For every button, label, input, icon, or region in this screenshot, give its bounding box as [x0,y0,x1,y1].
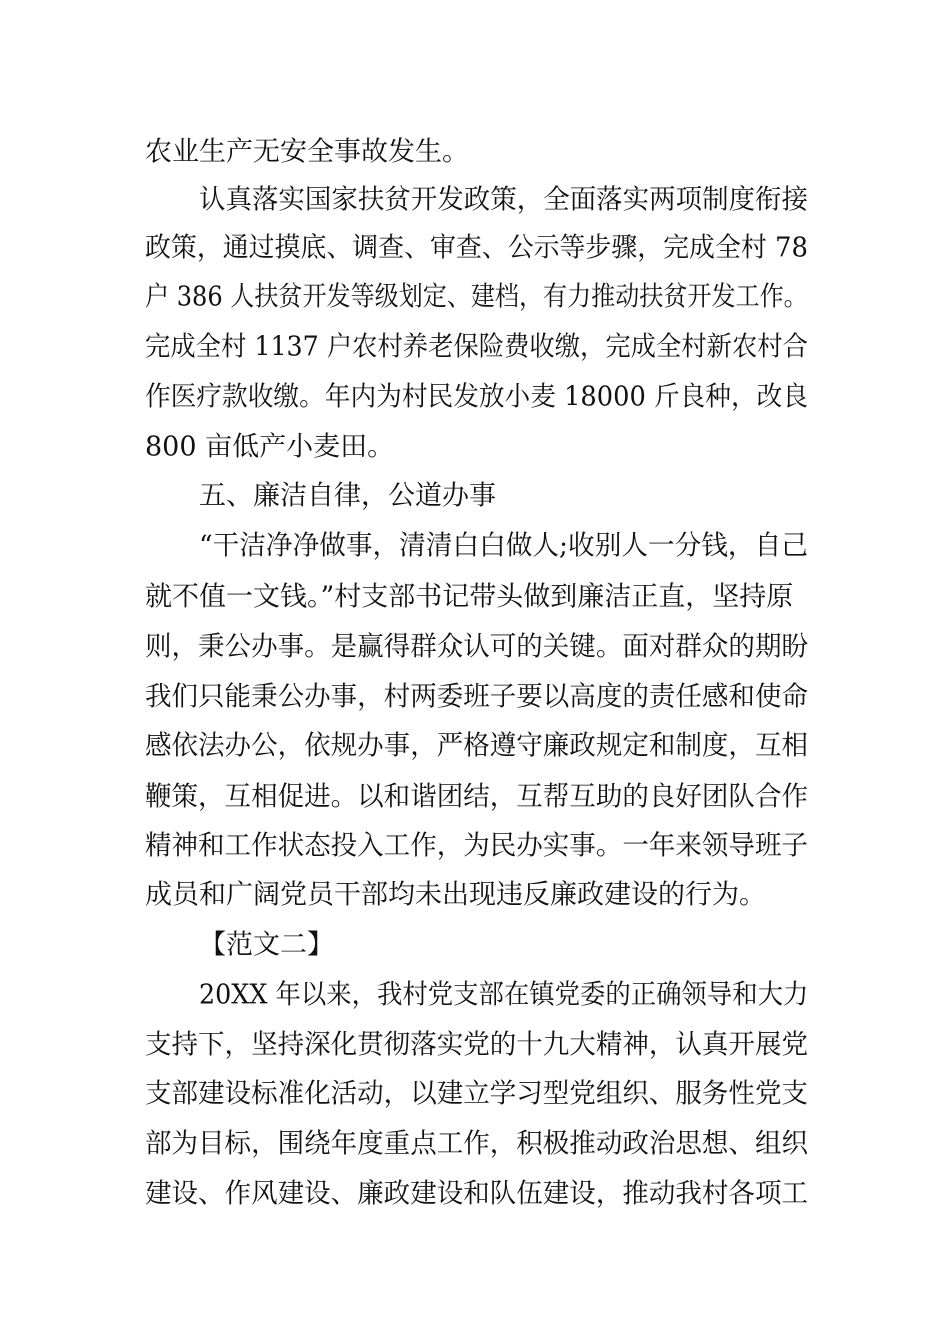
text-line: 户 386 人扶贫开发等级划定、建档，有力推动扶贫开发工作。 [145,281,808,313]
text-line: 政策，通过摸底、调查、审查、公示等步骤，完成全村 78 [145,232,808,264]
text-line: 支持下，坚持深化贯彻落实党的十九大精神，认真开展党 [145,1029,808,1061]
text-line: “干洁净净做事，清清白白做人;收别人一分钱，自己 [199,530,808,562]
text-line: 农业生产无安全事故发生。 [145,136,469,168]
text-line: 精神和工作状态投入工作，为民办实事。一年来领导班子 [145,830,808,862]
text-line: 20XX 年以来，我村党支部在镇党委的正确领导和大力 [199,979,809,1011]
text-line: 支部建设标准化活动，以建立学习型党组织、服务性党支 [145,1078,808,1110]
text-line: 鞭策，互相促进。以和谐团结，互帮互助的良好团队合作 [145,781,808,813]
text-line: 认真落实国家扶贫开发政策，全面落实两项制度衔接 [199,184,809,216]
text-line: 作医疗款收缴。年内为村民发放小麦 18000 斤良种，改良 [145,381,809,413]
text-line: 我们只能秉公办事，村两委班子要以高度的责任感和使命 [145,681,808,713]
text-line: 部为目标，围绕年度重点工作，积极推动政治思想、组织 [145,1128,808,1160]
text-line: 感依法办公，依规办事，严格遵守廉政规定和制度，互相 [145,730,808,762]
text-line: 成员和广阔党员干部均未出现违反廉政建设的行为。 [145,879,766,911]
text-line: 就不值一文钱。”村支部书记带头做到廉洁正直，坚持原 [145,581,794,613]
text-line: 800 亩低产小麦田。 [145,431,395,463]
text-line: 完成全村 1137 户农村养老保险费收缴，完成全村新农村合 [145,331,808,363]
text-line: 则，秉公办事。是赢得群众认可的关键。面对群众的期盼 [145,631,808,663]
text-line: 建设、作风建设、廉政建设和队伍建设，推动我村各项工 [145,1178,808,1210]
section-heading: 五、廉洁自律，公道办事 [199,480,496,512]
section-heading: 【范文二】 [199,929,334,961]
